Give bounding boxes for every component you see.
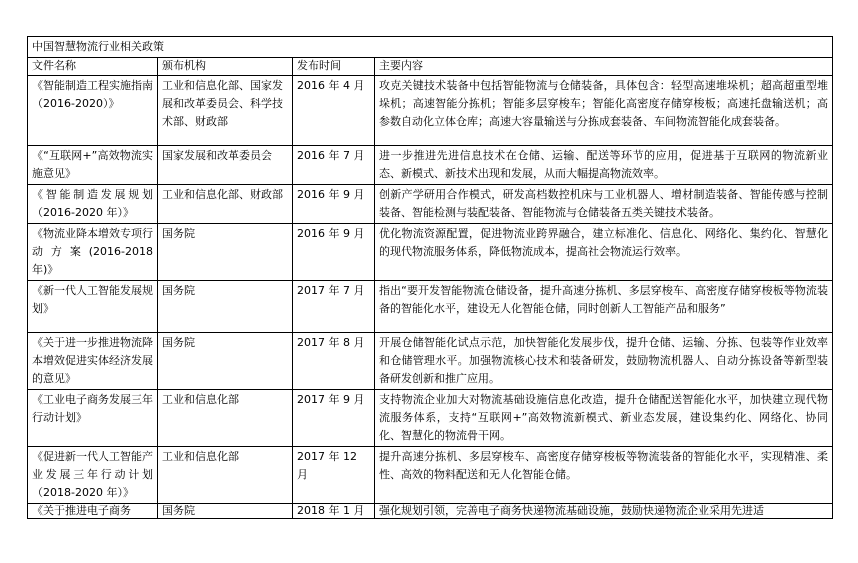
policy-date: 2018 年 1 月 xyxy=(293,504,375,519)
column-header-name: 文件名称 xyxy=(28,58,158,76)
policy-content: 提升高速分拣机、多层穿梭车、高密度存储穿梭板等物流装备的智能化水平，实现精准、柔性、高效的物料配送和无人化智能仓储。 xyxy=(375,447,833,504)
policy-content: 指出“要开发智能物流仓储设备，提升高速分拣机、多层穿梭车、高密度存储穿梭板等物流装备的智能化水平，建设无人化智能仓储，同时创新人工智能产品和服务” xyxy=(375,281,833,333)
policy-agency: 国务院 xyxy=(158,281,293,333)
policy-date: 2016 年 4 月 xyxy=(293,76,375,146)
table-row xyxy=(28,390,833,447)
table-row xyxy=(28,281,833,333)
policy-agency: 国务院 xyxy=(158,224,293,281)
table-title: 中国智慧物流行业相关政策 xyxy=(28,37,833,58)
policy-name: 《“互联网+”高效物流实施意见》 xyxy=(28,146,158,185)
table-header-row xyxy=(28,58,833,76)
column-header-agency: 颁布机构 xyxy=(158,58,293,76)
policy-agency: 工业和信息化部、国家发展和改革委员会、科学技术部、财政部 xyxy=(158,76,293,146)
table-row xyxy=(28,224,833,281)
policy-date: 2016 年 9 月 xyxy=(293,185,375,224)
policy-date: 2017 年 9 月 xyxy=(293,390,375,447)
policy-name: 《关于推进电子商务 xyxy=(28,504,158,519)
policy-name: 《智能制造工程实施指南（2016-2020）》 xyxy=(28,76,158,146)
table-row xyxy=(28,146,833,185)
policy-content: 创新产学研用合作模式，研发高档数控机床与工业机器人、增材制造装备、智能传感与控制装备、智能检测与装配装备、智能物流与仓储装备五类关键技术装备。 xyxy=(375,185,833,224)
policy-agency: 国家发展和改革委员会 xyxy=(158,146,293,185)
table-row xyxy=(28,76,833,146)
policy-content: 支持物流企业加大对物流基础设施信息化改造，提升仓储配送智能化水平，加快建立现代物流服务体系，支持“互联网+”高效物流新模式、新业态发展，建设集约化、网络化、协同化、智慧化的物流骨干网。 xyxy=(375,390,833,447)
policy-content: 开展仓储智能化试点示范，加快智能化发展步伐，提升仓储、运输、分拣、包装等作业效率和仓储管理水平。加强物流核心技术和装备研发，鼓励物流机器人、自动分拣设备等新型装备研发创新和推广应用。 xyxy=(375,333,833,390)
policy-table xyxy=(27,36,833,519)
policy-name: 《促进新一代人工智能产业发展三年行动计划（2018-2020 年）》 xyxy=(28,447,158,504)
policy-agency: 工业和信息化部、财政部 xyxy=(158,185,293,224)
policy-date: 2017 年 7 月 xyxy=(293,281,375,333)
policy-name: 《新一代人工智能发展规划》 xyxy=(28,281,158,333)
policy-agency: 工业和信息化部 xyxy=(158,390,293,447)
policy-name: 《智能制造发展规划（2016-2020 年）》 xyxy=(28,185,158,224)
policy-name: 《关于进一步推进物流降本增效促进实体经济发展的意见》 xyxy=(28,333,158,390)
policy-agency: 工业和信息化部 xyxy=(158,447,293,504)
column-header-content: 主要内容 xyxy=(375,58,833,76)
table-row xyxy=(28,447,833,504)
policy-date: 2017 年 12 月 xyxy=(293,447,375,504)
policy-name: 《物流业降本增效专项行动方案(2016-2018 年)》 xyxy=(28,224,158,281)
policy-date: 2016 年 9 月 xyxy=(293,224,375,281)
table-title-row xyxy=(28,37,833,58)
policy-agency: 国务院 xyxy=(158,504,293,519)
policy-name: 《工业电子商务发展三年行动计划》 xyxy=(28,390,158,447)
policy-content: 攻克关键技术装备中包括智能物流与仓储装备，具体包含：轻型高速堆垛机；超高超重型堆垛机；高速智能分拣机；智能多层穿梭车；智能化高密度存储穿梭板；高速托盘输送机；高参数自动化立体仓库；高速大容量输送与分拣成套装备、车间物流智能化成套装备。 xyxy=(375,76,833,146)
column-header-date: 发布时间 xyxy=(293,58,375,76)
table-row xyxy=(28,504,833,519)
policy-content: 优化物流资源配置，促进物流业跨界融合，建立标准化、信息化、网络化、集约化、智慧化的现代物流服务体系，降低物流成本，提高社会物流运行效率。 xyxy=(375,224,833,281)
table-row xyxy=(28,333,833,390)
policy-content: 强化规划引领，完善电子商务快递物流基础设施，鼓励快递物流企业采用先进适 xyxy=(375,504,833,519)
policy-agency: 国务院 xyxy=(158,333,293,390)
policy-content: 进一步推进先进信息技术在仓储、运输、配送等环节的应用，促进基于互联网的物流新业态、新模式、新技术出现和发展，从而大幅提高物流效率。 xyxy=(375,146,833,185)
policy-date: 2017 年 8 月 xyxy=(293,333,375,390)
policy-date: 2016 年 7 月 xyxy=(293,146,375,185)
table-row xyxy=(28,185,833,224)
